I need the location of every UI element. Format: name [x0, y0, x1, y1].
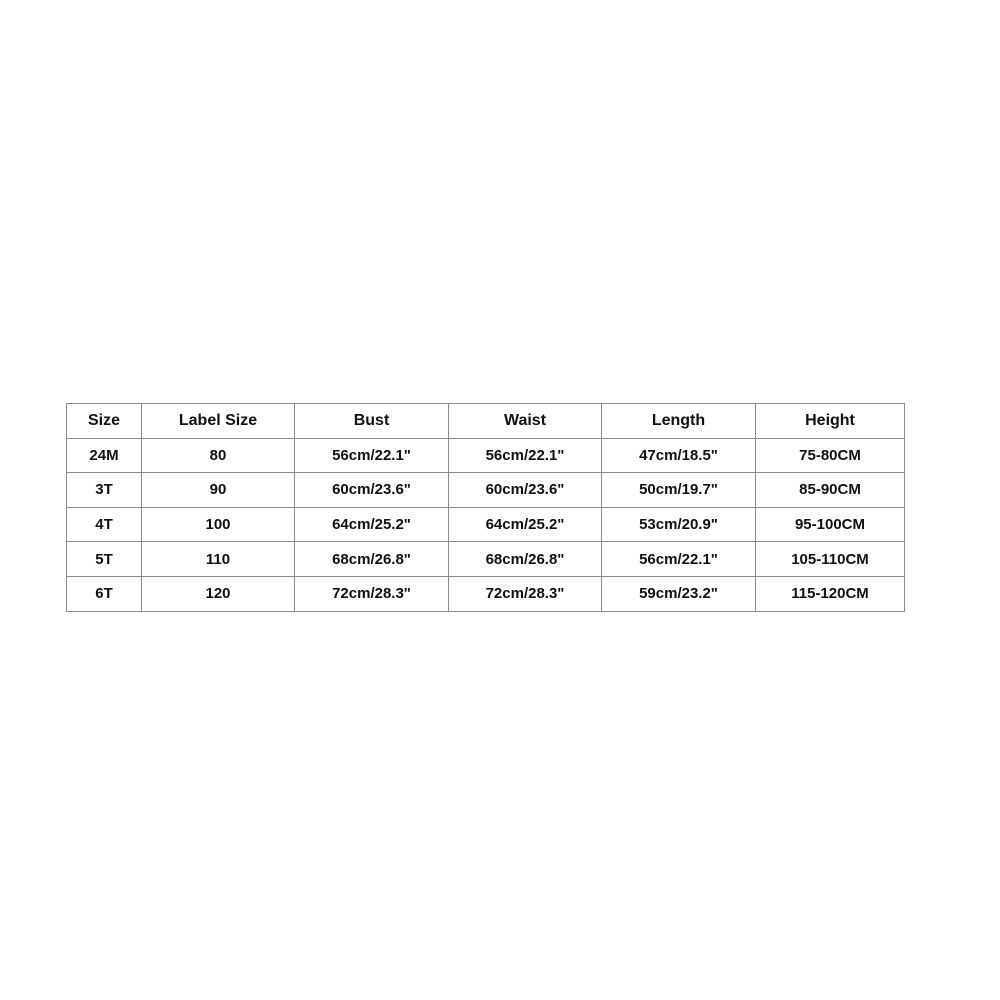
cell-label-size: 120: [142, 576, 295, 611]
cell-size: 6T: [67, 576, 142, 611]
cell-label-size: 100: [142, 507, 295, 542]
cell-bust: 72cm/28.3": [295, 576, 449, 611]
size-chart-header: [67, 404, 905, 439]
header-waist: Waist: [449, 404, 602, 439]
header-label-size: Label Size: [142, 404, 295, 439]
cell-bust: 64cm/25.2": [295, 507, 449, 542]
cell-label-size: 90: [142, 473, 295, 508]
cell-size: 4T: [67, 507, 142, 542]
cell-length: 53cm/20.9": [602, 507, 756, 542]
cell-label-size: 80: [142, 438, 295, 473]
cell-size: 5T: [67, 542, 142, 577]
cell-waist: 60cm/23.6": [449, 473, 602, 508]
cell-bust: 56cm/22.1": [295, 438, 449, 473]
cell-height: 85-90CM: [756, 473, 905, 508]
table-row: [67, 542, 905, 577]
cell-bust: 68cm/26.8": [295, 542, 449, 577]
table-row: [67, 473, 905, 508]
table-row: [67, 438, 905, 473]
cell-height: 105-110CM: [756, 542, 905, 577]
cell-length: 50cm/19.7": [602, 473, 756, 508]
cell-label-size: 110: [142, 542, 295, 577]
table-row: [67, 576, 905, 611]
header-size: Size: [67, 404, 142, 439]
header-bust: Bust: [295, 404, 449, 439]
cell-length: 56cm/22.1": [602, 542, 756, 577]
header-length: Length: [602, 404, 756, 439]
size-chart-table: [66, 403, 905, 612]
cell-size: 3T: [67, 473, 142, 508]
cell-waist: 56cm/22.1": [449, 438, 602, 473]
cell-length: 59cm/23.2": [602, 576, 756, 611]
cell-height: 75-80CM: [756, 438, 905, 473]
cell-waist: 64cm/25.2": [449, 507, 602, 542]
cell-length: 47cm/18.5": [602, 438, 756, 473]
cell-waist: 72cm/28.3": [449, 576, 602, 611]
table-row: [67, 507, 905, 542]
cell-height: 115-120CM: [756, 576, 905, 611]
cell-height: 95-100CM: [756, 507, 905, 542]
cell-waist: 68cm/26.8": [449, 542, 602, 577]
header-row: [67, 404, 905, 439]
cell-size: 24M: [67, 438, 142, 473]
cell-bust: 60cm/23.6": [295, 473, 449, 508]
size-chart-body: [67, 438, 905, 611]
header-height: Height: [756, 404, 905, 439]
